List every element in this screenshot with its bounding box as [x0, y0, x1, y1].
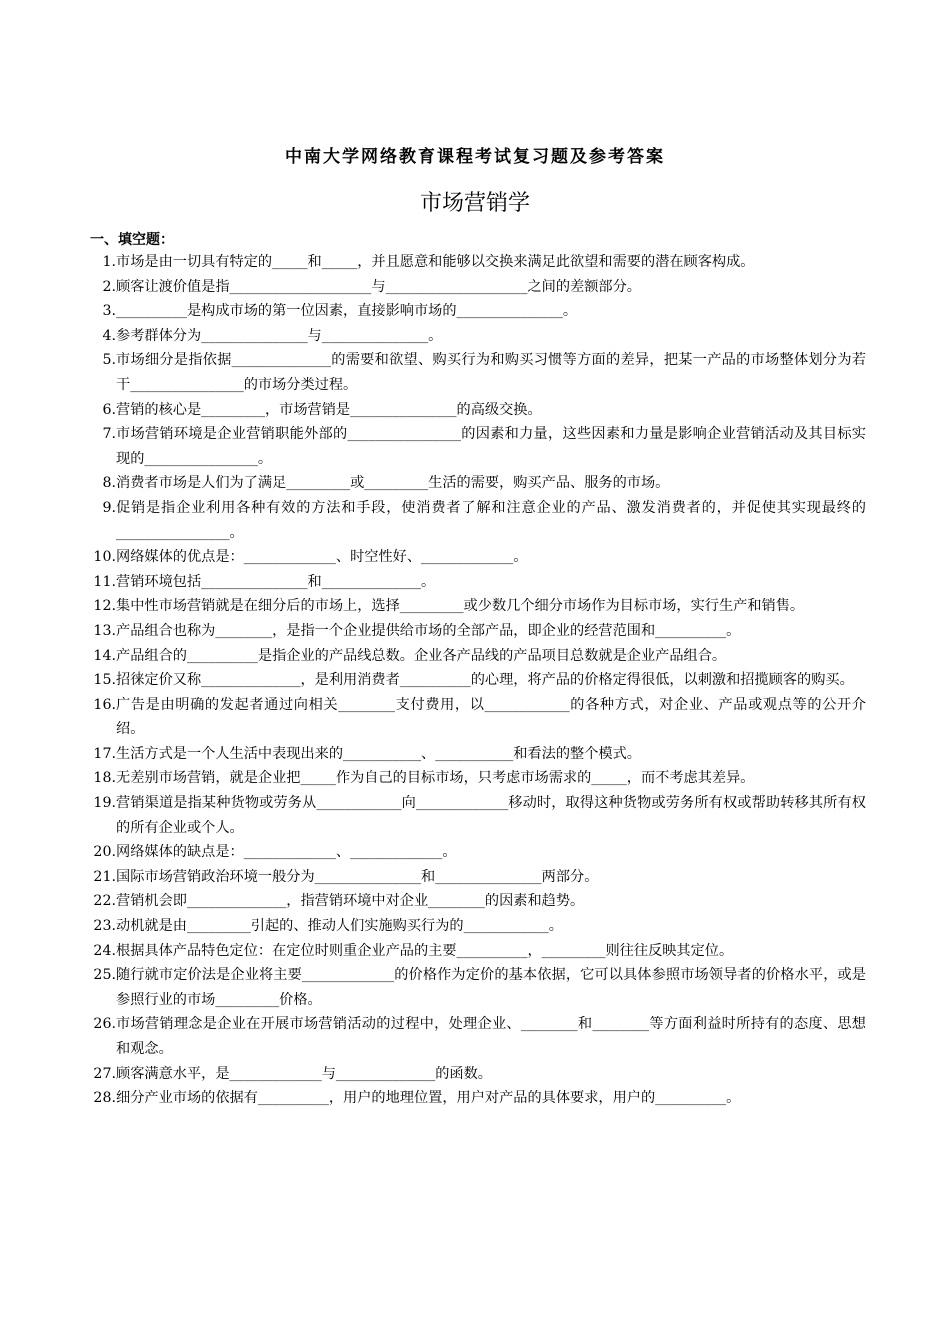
- question-item: [88, 422, 866, 471]
- question-item: [88, 545, 866, 570]
- question-item: [88, 1086, 866, 1111]
- question-number: 4.: [102, 327, 116, 344]
- question-number: 21.: [93, 868, 116, 885]
- question-item: [88, 299, 866, 324]
- question-text: 顾客满意水平，是_____________与______________的函数。: [116, 1065, 492, 1082]
- question-text: 市场营销理念是企业在开展市场营销活动的过程中，处理企业、________和________等方面利益时所持有的态度、思想和观念。: [116, 1016, 866, 1057]
- question-number: 18.: [93, 770, 116, 787]
- question-text: 营销环境包括_______________和______________。: [116, 573, 436, 590]
- question-number: 28.: [93, 1090, 116, 1107]
- question-item: [88, 914, 866, 939]
- question-text: 根据具体产品特色定位：在定位时则重企业产品的主要__________，_________则往往反映其定位。: [116, 942, 734, 959]
- question-text: __________是构成市场的第一位因素，直接影响市场的_______________。: [116, 303, 578, 320]
- question-text: 市场细分是指依据______________的需要和欲望、购买行为和购买习惯等方面的差异，把某一产品的市场整体划分为若干________________的市场分类过程。: [116, 352, 866, 393]
- question-text: 动机就是由_________引起的、推动人们实施购买行为的____________。: [116, 918, 563, 935]
- question-item: [88, 1062, 866, 1087]
- question-number: 25.: [93, 967, 116, 984]
- question-text: 集中性市场营销就是在细分后的市场上，选择_________或少数几个细分市场作为目标市场，实行生产和销售。: [116, 598, 805, 615]
- question-item: [88, 348, 866, 397]
- question-text: 国际市场营销政治环境一般分为_______________和_______________两部分。: [116, 868, 599, 885]
- question-text: 营销的核心是_________，市场营销是_______________的高级交换。: [116, 401, 542, 418]
- document-header: 中南大学网络教育课程考试复习题及参考答案: [285, 147, 665, 167]
- question-item: [88, 1012, 866, 1061]
- question-number: 1.: [102, 254, 116, 270]
- question-number: 26.: [93, 1016, 116, 1033]
- question-number: 10.: [93, 549, 116, 566]
- question-text: 产品组合也称为________，是指一个企业提供给市场的全部产品，即企业的经营范围和__________。: [116, 622, 741, 639]
- question-item: [88, 889, 866, 914]
- question-item: [88, 644, 866, 669]
- question-text: 细分产业市场的依据有__________，用户的地理位置，用户对产品的具体要求，用户的__________。: [116, 1090, 741, 1107]
- question-number: 22.: [93, 893, 116, 910]
- question-number: 24.: [93, 942, 116, 959]
- question-number: 2.: [102, 278, 116, 295]
- question-list: [88, 250, 866, 1111]
- question-number: 6.: [102, 401, 116, 418]
- question-number: 12.: [93, 598, 116, 615]
- question-number: 23.: [93, 918, 116, 935]
- question-item: [88, 668, 866, 693]
- question-text: 市场营销环境是企业营销职能外部的________________的因素和力量，这些因素和力量是影响企业营销活动及其目标实现的________________。: [116, 426, 866, 467]
- question-text: 网络媒体的优点是：_____________、时空性好、_____________。: [116, 549, 528, 566]
- question-item: [88, 594, 866, 619]
- question-number: 7.: [102, 426, 116, 443]
- question-item: [88, 471, 866, 496]
- question-number: 11.: [93, 573, 116, 590]
- question-item: [88, 496, 866, 545]
- question-number: 16.: [93, 696, 116, 713]
- question-number: 19.: [93, 795, 116, 812]
- question-text: 营销渠道是指某种货物或劳务从____________向_____________移动时，取得这种货物或劳务所有权或帮助转移其所有权的所有企业或个人。: [116, 795, 866, 836]
- question-item: [88, 865, 866, 890]
- question-text: 促销是指企业利用各种有效的方法和手段，使消费者了解和注意企业的产品、激发消费者的，并促使其实现最终的________________。: [116, 499, 866, 541]
- question-number: 27.: [93, 1065, 116, 1082]
- question-text: 无差别市场营销，就是企业把_____作为自己的目标市场，只考虑市场需求的_____，而不考虑其差异。: [116, 770, 755, 787]
- question-number: 8.: [102, 475, 116, 492]
- question-number: 20.: [93, 844, 116, 861]
- question-item: [88, 963, 866, 1012]
- question-item: [88, 939, 866, 964]
- question-number: 17.: [93, 745, 116, 762]
- question-text: 营销机会即______________，指营销环境中对企业________的因素和趋势。: [116, 893, 585, 910]
- question-text: 网络媒体的缺点是：_____________、_____________。: [116, 844, 457, 861]
- question-text: 生活方式是一个人生活中表现出来的___________、___________和看法的整个模式。: [116, 745, 641, 762]
- question-text: 消费者市场是人们为了满足_________或_________生活的需要，购买产品、服务的市场。: [116, 475, 670, 492]
- question-text: 市场是由一切具有特定的_____和_____，并且愿意和能够以交换来满足此欲望和需要的潜在顾客构成。: [116, 254, 755, 270]
- question-item: [88, 693, 866, 742]
- question-number: 13.: [93, 622, 116, 639]
- question-text: 参考群体分为_______________与_______________。: [116, 327, 443, 344]
- question-item: [88, 570, 866, 595]
- question-text: 顾客让渡价值是指____________________与____________________之间的差额部分。: [116, 278, 641, 295]
- question-text: 广告是由明确的发起者通过向相关________支付费用，以____________的各种方式，对企业、产品或观点等的公开介绍。: [116, 696, 866, 738]
- question-item: [88, 275, 866, 300]
- question-item: [88, 840, 866, 865]
- question-text: 招徕定价又称______________，是利用消费者__________的心理，将产品的价格定得很低，以刺激和招揽顾客的购买。: [116, 672, 854, 689]
- question-item: [88, 250, 866, 275]
- course-title: 市场营销学: [419, 191, 530, 216]
- question-text: 随行就市定价法是企业将主要_____________的价格作为定价的基本依据，它可以具体参照市场领导者的价格水平，或是参照行业的市场_________价格。: [116, 967, 866, 1008]
- question-number: 14.: [93, 647, 116, 664]
- question-item: [88, 619, 866, 644]
- question-item: [88, 742, 866, 767]
- question-item: [88, 398, 866, 423]
- question-item: [88, 766, 866, 791]
- question-text: 产品组合的__________是指企业的产品线总数。企业各产品线的产品项目总数就是企业产品组合。: [116, 647, 727, 664]
- question-item: [88, 324, 866, 349]
- question-item: [88, 791, 866, 840]
- question-number: 9.: [102, 499, 116, 516]
- question-number: 15.: [93, 672, 116, 689]
- section-heading: 一、填空题：: [90, 232, 174, 248]
- question-number: 5.: [102, 352, 116, 369]
- question-number: 3.: [102, 303, 116, 320]
